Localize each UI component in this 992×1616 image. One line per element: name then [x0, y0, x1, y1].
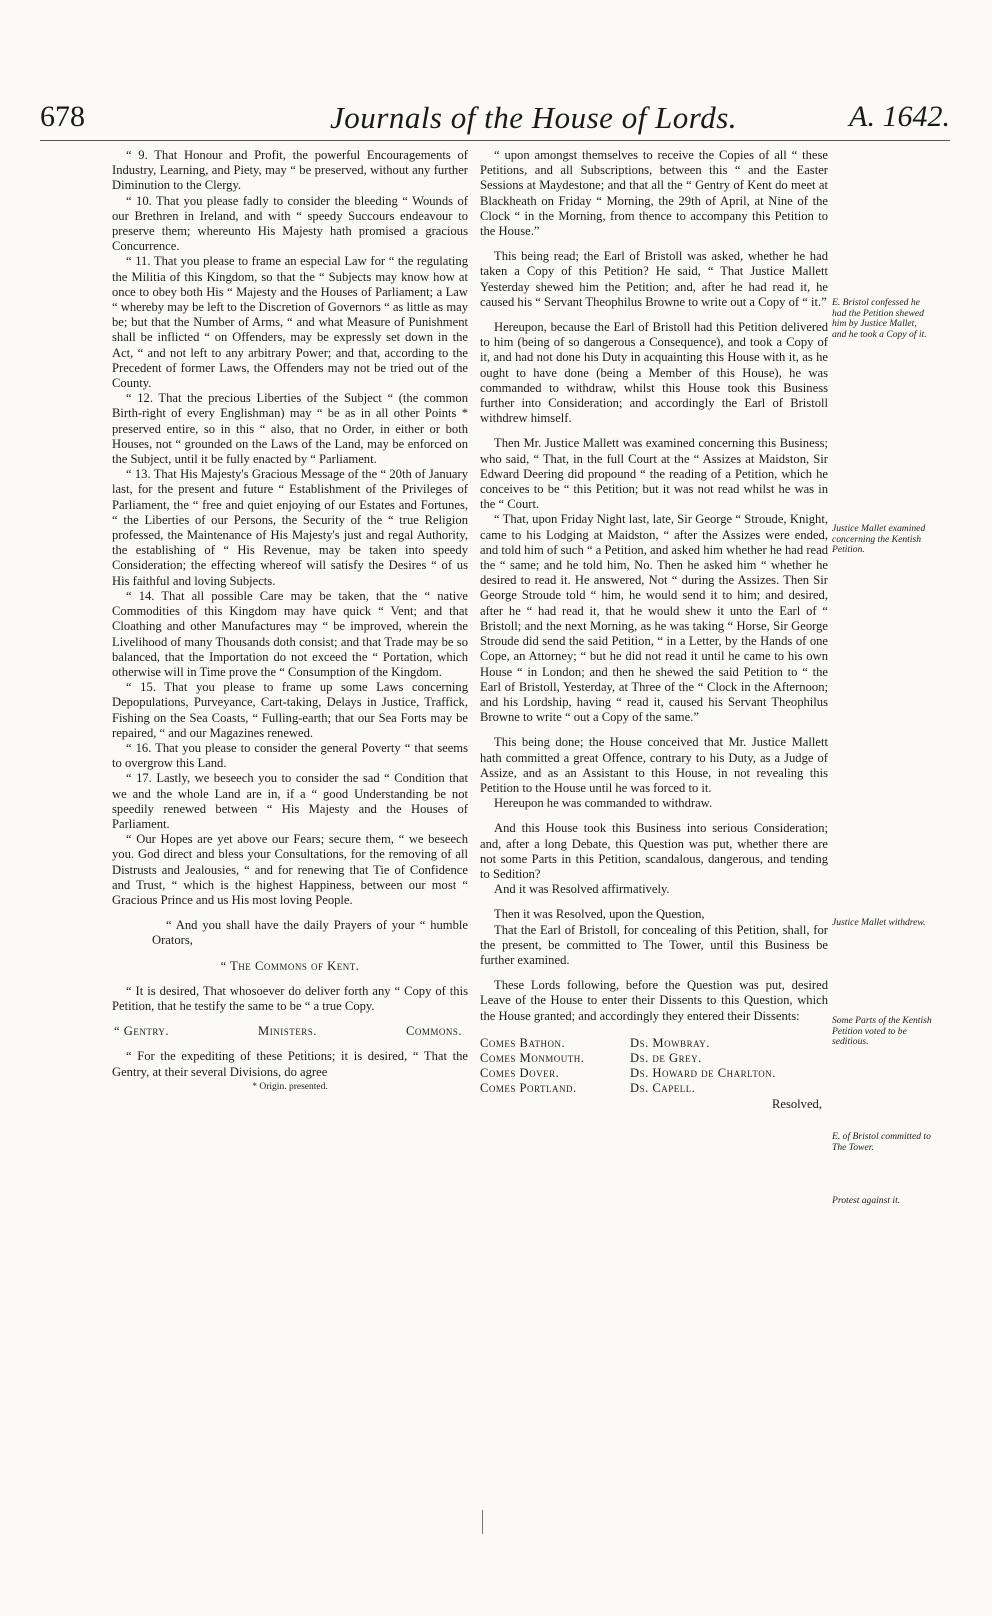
- margin-note-mallet-withdrew: Justice Mallet withdrew.: [832, 917, 926, 928]
- catchword: Resolved,: [771, 1096, 822, 1111]
- rank-commons: Commons.: [405, 1024, 462, 1039]
- bristoll-questioned: This being read; the Earl of Bristoll was asked, whether he had taken a Copy of this Petition? He said, “ That Justice Mallett Yesterday shewed him the Petition; and, after he had read it, he caused his “ Servant Theophilus Browne to write out a Copy of “ it.”: [480, 249, 828, 309]
- margin-note-bristol: E. Bristol confessed he had the Petition shewed him by Justice Mallet, and he took a Copy of it.: [832, 297, 927, 340]
- question-put: And this House took this Business into serious Consideration; and, after a long Debate, this Question was put, whether there are not some Parts in this Petition, scandalous, dangerous, and tending to Sedition?: [480, 821, 828, 881]
- peer-entry: Comes Portland.: [480, 1081, 577, 1096]
- peer-entry: Ds. Howard de Charlton.: [630, 1066, 776, 1081]
- dissenting-peers: [480, 1036, 828, 1097]
- peer-entry: Ds. de Grey.: [630, 1050, 702, 1065]
- petition-continuation: “ upon amongst themselves to receive the Copies of all “ these Petitions, and all Subscriptions, between this “ and the Easter Sessions at Maydestone; and that all the “ Gentry of Kent do meet at Blackheath on Friday “ Morning, the 29th of April, at Nine of the Clock “ in the Morning, from thence to accompany this Petition to the House.”: [480, 148, 828, 239]
- year-heading: A. 1642.: [849, 100, 950, 133]
- left-column: [112, 148, 468, 1095]
- mallett-examined: Then Mr. Justice Mallett was examined concerning this Business; who said, “ That, in the full Court at the “ Assizes at Maidston, Sir Edward Deering did propound “ the reading of a Petition, which he conceives to be “ this Petition; but it was not read whilst he was in the “ Court.: [480, 436, 828, 512]
- header-rule: [40, 140, 950, 141]
- article-11: “ 11. That you please to frame an especial Law for “ the regulating the Militia of this Kingdom, so that the “ Subjects may know how at once to obey both His “ Majesty and the Houses of Parliament; a Law “ whereby may be left to the Discretion of Governors “ as little as may be; but that the Number of Arms, “ and what Measure of Punishment shall be inflicted “ on Offenders, may be expressly set down in the Act, “ and not left to any arbitrary Power; and that, according to the Precedent of former Laws, the Offenders may not be tried out of the County.: [112, 254, 469, 391]
- prayers-line: “ And you shall have the daily Prayers of your “ humble Orators,: [152, 918, 468, 948]
- closing-hopes: “ Our Hopes are yet above our Fears; secure them, “ we beseech you. God direct and bless your Consultations, for the removing of all Distrusts and Jealousies, “ and for renewing that Tie of Confidence and Trust, “ which is the highest Happiness, between our most “ Gracious Prince and us His most loving People.: [112, 832, 468, 907]
- article-17: “ 17. Lastly, we beseech you to consider the sad “ Condition that we and the whole Land are in, if a “ good Understanding be not speedily renewed between “ His Majesty and the Houses of Parliament.: [112, 771, 468, 831]
- peer-entry: Comes Monmouth.: [480, 1050, 585, 1065]
- article-9: “ 9. That Honour and Profit, the powerful Encouragements of Industry, Learning, and Piety, may “ be preserved, without any further Diminution to the Clergy.: [112, 148, 468, 193]
- article-10: “ 10. That you please fadly to consider the bleeding “ Wounds of our Brethren in Ireland, and with “ speedy Succours endeavour to preserve them; whereunto His Majesty hath promised a gracious Concurrence.: [112, 193, 468, 254]
- margin-note-tower: E. of Bristol committed to The Tower.: [832, 1131, 931, 1153]
- printer-mark: [482, 1510, 483, 1534]
- margin-note-protest: Protest against it.: [832, 1195, 901, 1206]
- expediting-note: “ For the expediting of these Petitions; it is desired, “ That the Gentry, at their several Divisions, do agree: [112, 1049, 468, 1079]
- peer-entry: Ds. Mowbray.: [630, 1035, 710, 1050]
- running-title: Journals of the House of Lords.: [330, 100, 738, 135]
- rank-ministers: Ministers.: [258, 1024, 317, 1039]
- right-column: [480, 148, 828, 1112]
- article-13: “ 13. That His Majesty's Gracious Message of the “ 20th of January last, for the present and future “ Establishment of the Privileges of Parliament, the “ free and quiet enjoying of our Estates and Fortunes, “ the Liberties of our Persons, the Security of the “ true Religion professed, the Maintenance of His Majesty's just and regal Authority, the establishing of “ His Revenue, may be taken into speedy Consideration; the effecting whereof will satisfy the Desires “ of us His faithful and loving Subjects.: [112, 467, 468, 588]
- article-14: “ 14. That all possible Care may be taken, that the “ native Commodities of this Kingdom may have quick “ Vent; and that Cloathing and other Manufactures may “ be improved, wherein the Livelihood of many Thousands doth consist; and that Trade may be so balanced, that the Importation do not exceed the “ Portation, which otherwise will in Time prove the “ Consumption of the Kingdom.: [112, 588, 468, 679]
- desired-note: “ It is desired, That whosoever do deliver forth any “ Copy of this Petition, that he testify the same to be “ a true Copy.: [112, 983, 468, 1013]
- resolved-question: Then it was Resolved, upon the Question,: [494, 907, 705, 922]
- peer-entry: Ds. Capell.: [630, 1081, 696, 1096]
- ranks-row: [112, 1024, 468, 1039]
- peer-entry: Comes Dover.: [480, 1066, 560, 1081]
- page-number: 678: [40, 100, 85, 133]
- mallett-account: “ That, upon Friday Night last, late, Sir George “ Stroude, Knight, came to his Lodging at Maidston, “ after the Assizes were ended, and told him of such “ a Petition, and asked him whether he had read the “ same; and he told him, No. Then he asked him “ whether he desired to read it. He answered, Not “ during the Assizes. Then Sir George Stroude told “ him, he would send it to him; and desired, after he “ had read it, that he would shew it unto the Earl of “ Bristoll; and the next Morning, as he was taking “ Horse, Sir George Stroude did send the said Petition, “ in a Letter, by the Hands of one Cope, an Attorney; “ but he did not read it until he came to his own House “ in London; and then he shewed the said Petition to “ the Earl of Bristoll, Yesterday, at Three of the “ Clock in the Afternoon; and his Lordship, having “ read it, caused his Servant Theophilus Browne to write “ out a Copy of the same.”: [480, 512, 828, 725]
- petition-signature: “ The Commons of Kent.: [220, 958, 360, 973]
- margin-note-seditious: Some Parts of the Kentish Petition voted to be seditious.: [832, 1015, 932, 1047]
- footnote: * Origin. presented.: [252, 1081, 328, 1092]
- margin-note-mallet-examined: Justice Mallet examined concerning the Kentish Petition.: [832, 523, 926, 555]
- article-15: “ 15. That you please to frame up some Laws concerning Depopulations, Purveyance, Cart-taking, Delays in Justice, Traffick, Fishing on the Sea Coasts, “ Fulling-earth; that our Sea Forts may be repaired, “ and our Magazines renewed.: [112, 680, 468, 740]
- bristoll-committed: That the Earl of Bristoll, for concealing of this Petition, shall, for the present, be committed to The Tower, until this Business be further examined.: [480, 922, 828, 967]
- dissent-leave: These Lords following, before the Question was put, desired Leave of the House to enter their Dissents to this Question, which the House granted; and accordingly they entered their Dissents:: [480, 978, 828, 1023]
- article-12: “ 12. That the precious Liberties of the Subject “ (the common Birth-right of every Englishman) may “ be as in all other Points * preserved entire, so in this “ also, that no Order, in either or both Houses, not “ grounded on the Laws of the Land, may be enforced on the Subject, until it be fully enacted by “ Parliament.: [112, 391, 468, 467]
- resolved-affirmatively: And it was Resolved affirmatively.: [494, 882, 670, 897]
- mallett-offence: This being done; the House conceived that Mr. Justice Mallett hath committed a great Offence, contrary to his Duty, as a Judge of Assize, and as an Assistant to this House, in not revealing this Petition to the House until he was forced to it.: [480, 735, 828, 795]
- page-header: [40, 100, 950, 136]
- article-16: “ 16. That you please to consider the general Poverty “ that seems to overgrow this Land.: [112, 740, 468, 771]
- mallett-withdraw: Hereupon he was commanded to withdraw.: [494, 796, 713, 811]
- peer-entry: Comes Bathon.: [480, 1035, 566, 1050]
- bristoll-withdraw: Hereupon, because the Earl of Bristoll had this Petition delivered to him (being of so dangerous a Consequence), and took a Copy of it, and had not done his Duty in acquainting this House with it, as he ought to have done (being a Member of this House), he was commanded to withdraw, whilst this House took this Business further into Consideration; and accordingly the Earl of Bristoll withdrew himself.: [480, 320, 828, 426]
- rank-gentry: “ Gentry.: [114, 1024, 169, 1039]
